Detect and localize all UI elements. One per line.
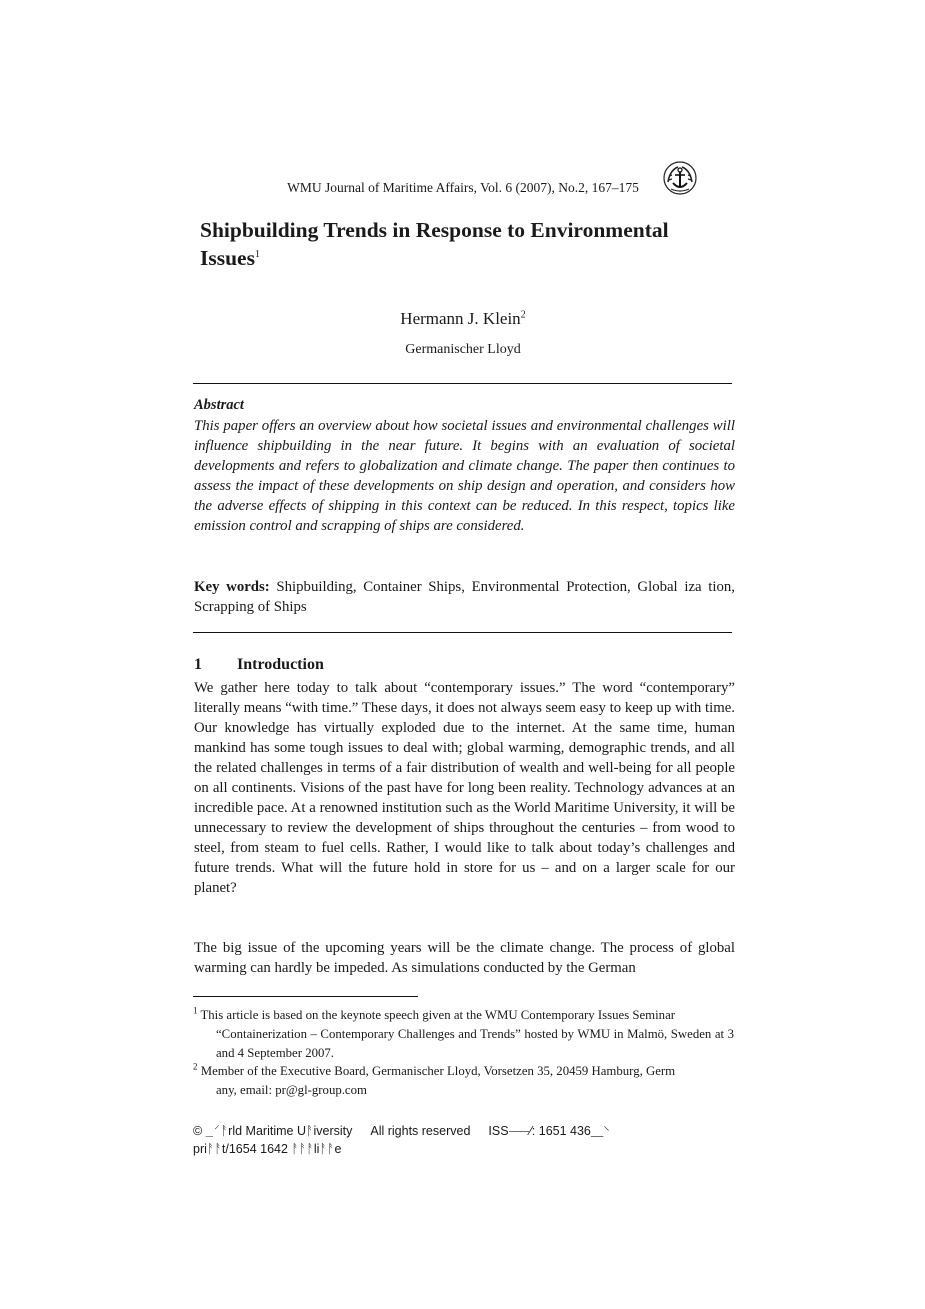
body-paragraph: The big issue of the upcoming years will be the climate change. The process of global warming can hardly be impeded. As simulations conducted by the German	[194, 940, 735, 976]
section-number: 1	[194, 656, 202, 673]
author-affiliation: Germanischer Lloyd	[405, 342, 521, 357]
copyright-owner: © ⸏⸍ᚨrld Maritime Uᚨiversity	[193, 1124, 353, 1138]
author-name: Hermann J. Klein$^2$	[400, 309, 526, 328]
top-divider	[193, 383, 732, 384]
copyright-notice	[193, 1122, 753, 1158]
keywords	[194, 577, 735, 617]
footnote-mark: 2	[193, 1061, 198, 1072]
abstract-heading: Abstract	[194, 397, 244, 413]
keywords-text: Shipbuilding, Container Ships, Environmental Protection, Global iza tion, Scrapping of Ships	[194, 579, 735, 615]
footnote-mark: 1	[193, 1005, 198, 1016]
abstract-text: This paper offers an overview about how societal issues and environmental challenges will influence shipbuilding in the near future. It begins with an evaluation of societal developments and refers to globalization and climate change. The paper then continues to assess the impact of these developments on ship design and operation, and considers how the adverse effects of shipping in this context can be reduced. In this respect, topics like emission control and scrapping of ships are considered.	[194, 418, 735, 534]
body-paragraph: We gather here today to talk about “contemporary issues.” The word “contemporary” literally means “with time.” These days, it does not always seem easy to keep up with time. Our knowledge has virtually exploded due to the internet. At the same time, human mankind has some tough issues to deal with; global warming, demographic trends, and all the related challenges in terms of a fair distribution of wealth and well-being for all people on all continents. Visions of the past have for long been reality. Technology advances at an incredible pace. At a renowned institution such as the World Maritime University, it will be unnecessary to review the development of ships throughout the centuries – from wood to steel, from steam to fuel cells. Rather, I would like to talk about today’s challenges and future trends. What will the future hold in store for us – and on a larger scale for our planet?	[194, 680, 735, 896]
wmu-emblem-icon	[662, 160, 698, 196]
section-heading	[194, 656, 324, 674]
journal-header: WMU Journal of Maritime Affairs, Vol. 6 (2007), No.2, 167–175	[287, 180, 639, 195]
footnote-1: $^1$ This article is based on the keynote speech given at the WMU Contemporary Issues Seminar “Containerization – Contemporary Challenges and Trends” hosted by WMU in Malmö, Sweden at 3 and 4 September 2007.	[193, 1005, 734, 1060]
bottom-divider	[193, 632, 732, 633]
keywords-label: Key words:	[194, 579, 270, 595]
copyright-print-issn: priᚨᚨt/1654 1642 ᚨᚨᚨliᚨᚨe	[193, 1142, 342, 1156]
copyright-issn: ISS⸺⁄: 1651 436⸏⸌	[488, 1124, 610, 1138]
author-footnote-mark[interactable]: 2	[520, 309, 526, 321]
footnote-2: $^2$ Member of the Executive Board, Germanischer Lloyd, Vorsetzen 35, 20459 Hamburg, Germ any, email: pr@gl-group.com	[193, 1061, 676, 1097]
copyright-rights: All rights reserved	[370, 1124, 471, 1138]
paper-title: Shipbuilding Trends in Response to Environmental Issues$^1$	[200, 218, 669, 270]
title-footnote-mark[interactable]: 1	[254, 248, 260, 260]
footnote-divider	[193, 996, 418, 997]
section-title: Introduction	[237, 656, 324, 673]
